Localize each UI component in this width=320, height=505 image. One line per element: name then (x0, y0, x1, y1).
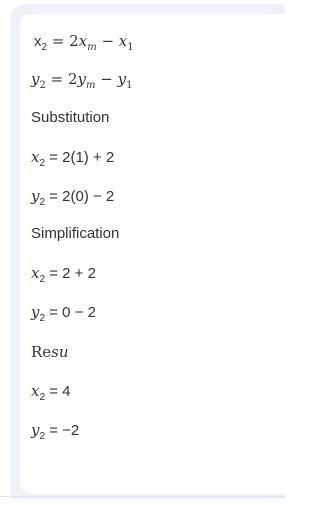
heading-substitution: Substitution (31, 109, 110, 126)
heading-result: Resu (31, 343, 69, 361)
equation-x2-formula: $x_2 = 2x_m - x_1$ (34, 32, 134, 53)
heading-simplification: Simplification (31, 225, 120, 242)
bottom-divider (0, 496, 285, 497)
equation-y2-simplified: $y_2 = 0 - 2$ (31, 303, 96, 324)
equation-y2-result: $y_2 = -2$ (31, 421, 80, 442)
equation-x2-substituted: $x_2 = 2(1) + 2$ (31, 148, 115, 169)
equation-y2-substituted: $y_2 = 2(0) - 2$ (31, 187, 115, 208)
equation-x2-result: $x_2 = 4$ (31, 382, 71, 403)
equation-x2-simplified: $x_2 = 2 + 2$ (31, 264, 96, 285)
equation-y2-formula: $y_2 = 2y_m - y_1$ (31, 70, 133, 91)
